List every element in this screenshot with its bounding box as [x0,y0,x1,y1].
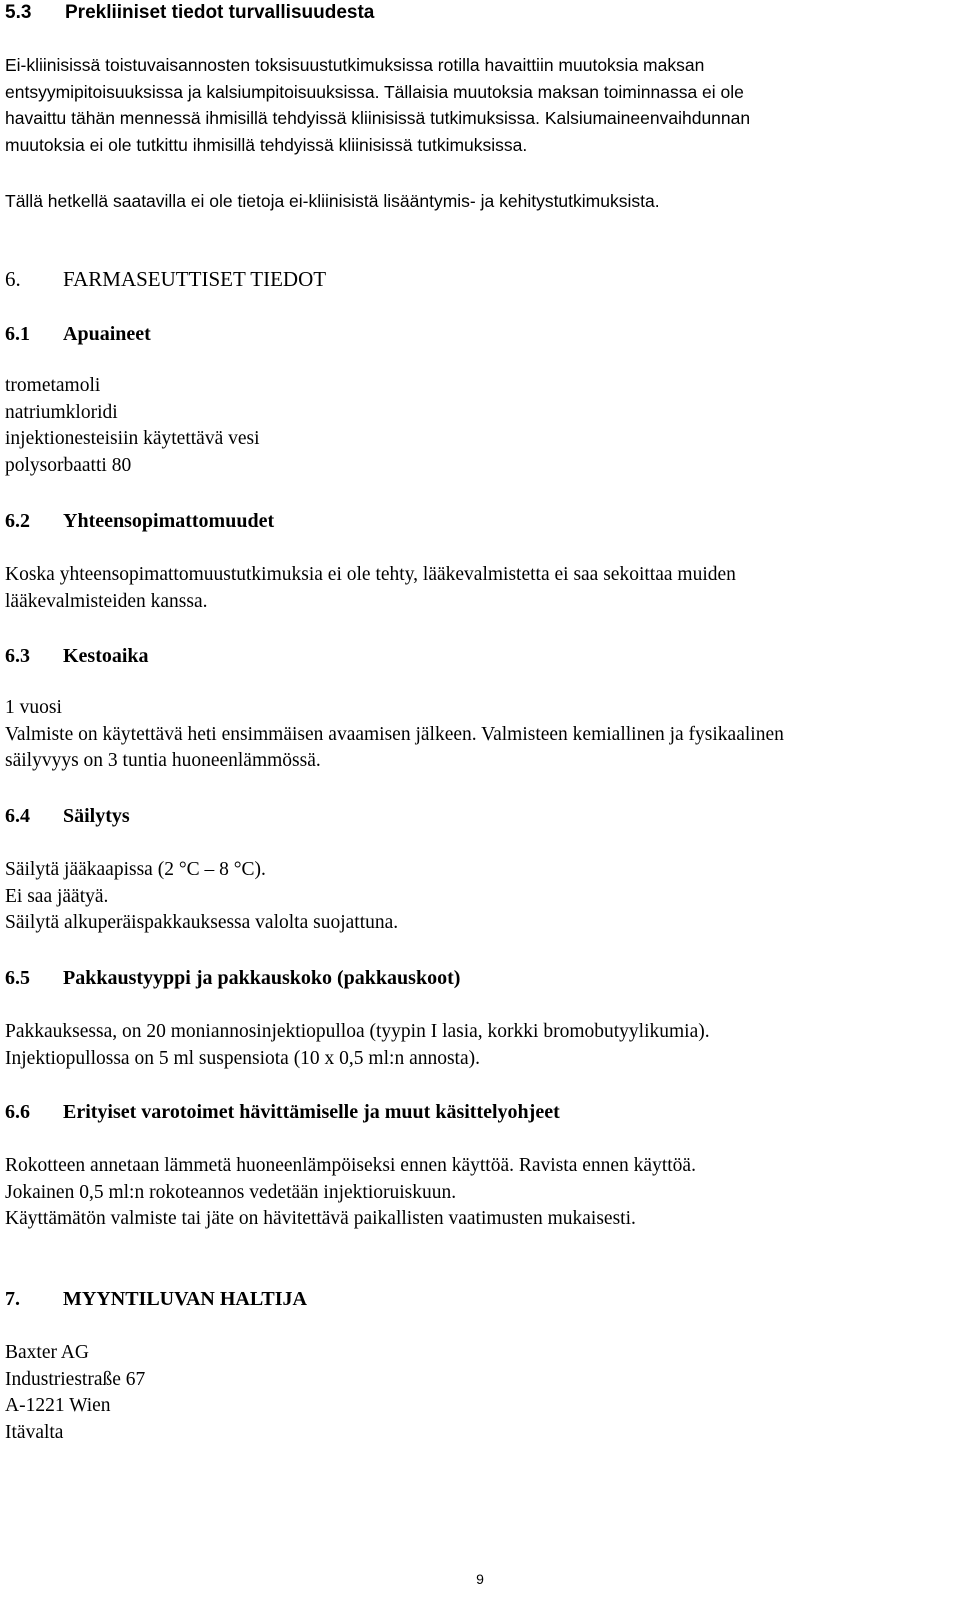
text-line: entsyymipitoisuuksissa ja kalsiumpitoisuuksissa. Tällaisia muutoksia maksan toiminnassa ei ole [5,81,744,102]
section-title: Kestoaika [63,645,149,667]
paragraph-handling [5,1153,696,1233]
section-heading-6-2 [5,508,274,534]
section-number: 6.5 [5,967,30,989]
paragraph-reproduction [5,188,660,215]
section-title: MYYNTILUVAN HALTIJA [63,1288,307,1310]
text-line: Koska yhteensopimattomuustutkimuksia ei ole tehty, lääkevalmistetta ei saa sekoittaa muiden [5,564,736,585]
list-item: injektionesteisiin käytettävä vesi [5,428,260,449]
text-line: Rokotteen annetaan lämmetä huoneenlämpöiseksi ennen käyttöä. Ravista ennen käyttöä. [5,1155,696,1176]
section-title: Apuaineet [63,323,151,345]
section-number: 6. [5,267,21,291]
section-number: 6.4 [5,805,30,827]
paragraph-preclinical [5,52,750,158]
section-heading-7 [5,1286,307,1312]
text-line: Injektiopullossa on 5 ml suspensiota (10 x 0,5 ml:n annosta). [5,1047,480,1069]
list-item: trometamoli [5,375,101,396]
page-number: 9 [476,1571,484,1587]
paragraph-packaging [5,1019,710,1072]
text-line: lääkevalmisteiden kanssa. [5,590,208,612]
text-line: Pakkauksessa, on 20 moniannosinjektiopulloa (tyypin I lasia, korkki bromobutyylikumia). [5,1021,710,1042]
section-heading-6-1 [5,321,151,347]
text-line: Tällä hetkellä saatavilla ei ole tietoja ei-kliinisistä lisääntymis- ja kehitystutkimuksista. [5,191,660,211]
text-line: Säilytä jääkaapissa (2 °C – 8 °C). [5,859,266,880]
section-number: 5.3 [5,2,32,23]
text-line: 1 vuosi [5,697,62,718]
section-heading-6-6 [5,1099,560,1125]
section-heading-6 [5,266,326,292]
section-number: 6.3 [5,645,30,667]
text-line: Jokainen 0,5 ml:n rokoteannos vedetään injektioruiskuun. [5,1181,457,1203]
paragraph-storage [5,857,398,937]
section-heading-6-3 [5,643,149,669]
text-line: Valmiste on käytettävä heti ensimmäisen avaamisen jälkeen. Valmisteen kemiallinen ja fysikaalinen [5,723,784,745]
list-item: natriumkloridi [5,401,118,423]
text-line: Ei-kliinisissä toistuvaisannosten toksisuustutkimuksissa rotilla havaittiin muutoksia maksan [5,55,705,75]
address-line: Itävalta [5,1421,64,1443]
section-title: Prekliiniset tiedot turvallisuudesta [65,2,375,23]
text-line: Ei saa jäätyä. [5,885,109,907]
section-number: 7. [5,1288,20,1310]
marketing-authorisation-holder-address [5,1340,145,1446]
text-line: Käyttämätön valmiste tai jäte on hävitettävä paikallisten vaatimusten mukaisesti. [5,1208,636,1229]
section-title: Erityiset varotoimet hävittämiselle ja muut käsittelyohjeet [63,1101,560,1123]
paragraph-incompatibilities [5,562,736,615]
section-title: Yhteensopimattomuudet [63,510,275,532]
section-number: 6.2 [5,510,30,532]
section-number: 6.6 [5,1101,30,1123]
section-title: FARMASEUTTISET TIEDOT [63,267,327,291]
excipient-list [5,373,260,479]
section-heading-6-5 [5,965,460,991]
section-heading-6-4 [5,803,130,829]
section-heading-5-3 [5,0,374,26]
paragraph-shelf-life [5,695,784,775]
address-line: Baxter AG [5,1342,89,1363]
section-number: 6.1 [5,323,30,345]
text-line: havaittu tähän mennessä ihmisillä tehdyissä kliinisissä tutkimuksissa. Kalsiumaineenvaihdunnan [5,108,751,128]
text-line: säilyvyys on 3 tuntia huoneenlämmössä. [5,750,321,771]
list-item: polysorbaatti 80 [5,454,132,476]
text-line: Säilytä alkuperäispakkauksessa valolta suojattuna. [5,912,399,933]
section-title: Pakkaustyyppi ja pakkauskoko (pakkauskoot) [63,967,461,989]
address-line: A-1221 Wien [5,1395,111,1416]
section-title: Säilytys [63,805,130,827]
text-line: muutoksia ei ole tutkittu ihmisillä tehdyissä kliinisissä tutkimuksissa. [5,134,528,155]
address-line: Industriestraße 67 [5,1368,146,1390]
